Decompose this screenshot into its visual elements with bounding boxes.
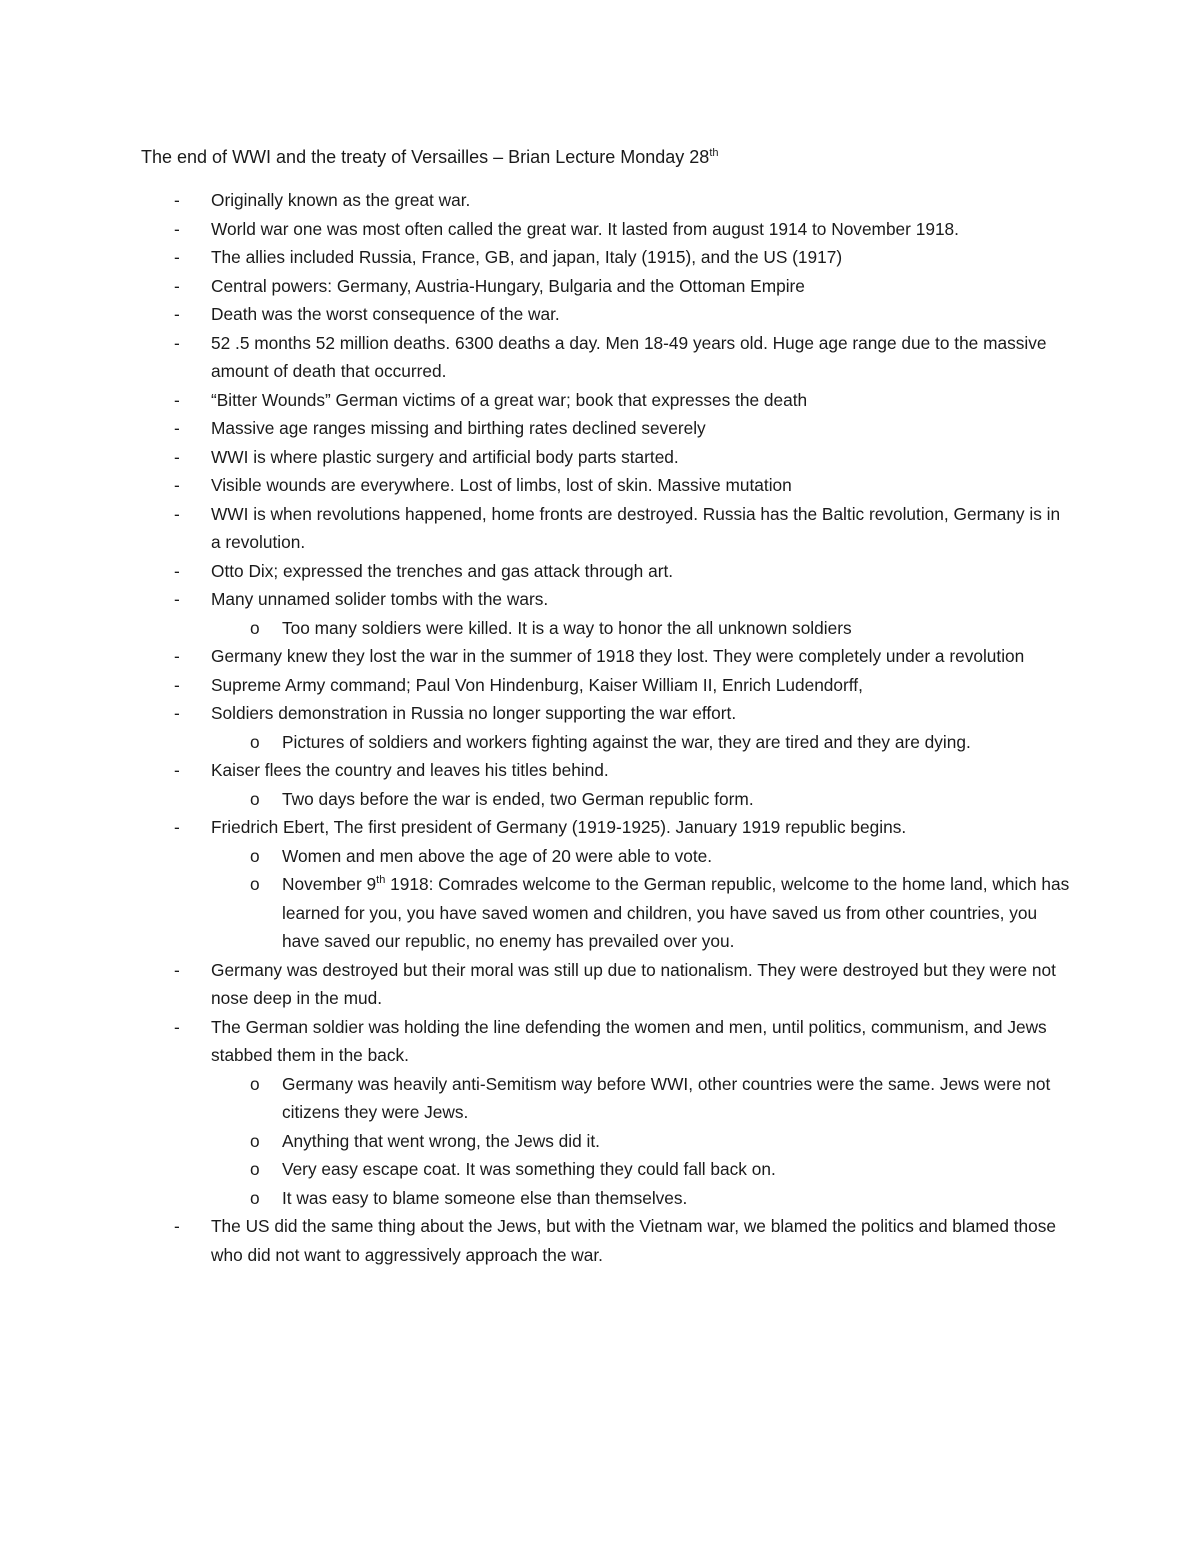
- list-item: [141, 699, 1071, 728]
- dash-bullet-marker: -: [174, 389, 180, 410]
- dash-bullet-marker: -: [174, 817, 180, 837]
- list-item-text: Central powers: Germany, Austria-Hungary, Bulgaria and the Ottoman Empire: [211, 275, 805, 296]
- list-item: [141, 1013, 1071, 1070]
- list-item-text-continued: 1918: Comrades welcome to the German republic, welcome to the home land, which has learned for you, you have saved women and children, you have saved us from other countries, you have saved our republic, no enemy has prevailed over you.: [282, 874, 1070, 951]
- list-item-text: Massive age ranges missing and birthing rates declined severely: [211, 418, 706, 438]
- list-item: [141, 585, 1071, 614]
- list-item-text: Originally known as the great war.: [211, 190, 471, 210]
- dash-bullet-marker: -: [174, 275, 180, 296]
- list-item-text: Kaiser flees the country and leaves his titles behind.: [211, 760, 609, 780]
- list-item-text: Anything that went wrong, the Jews did it.: [282, 1130, 600, 1151]
- dash-bullet-marker: -: [174, 1016, 180, 1037]
- dash-bullet-marker: -: [174, 646, 180, 666]
- sub-list-item: [141, 870, 1071, 956]
- list-item-text: World war one was most often called the great war. It lasted from august 1914 to November 1918.: [211, 218, 959, 239]
- list-item-text: 52 .5 months 52 million deaths. 6300 deaths a day. Men 18-49 years old. Huge age range due to the massive amount of death that occurred.: [211, 332, 1047, 381]
- list-item: [141, 329, 1071, 386]
- list-item-text: The German soldier was holding the line defending the women and men, until politics, communism, and Jews stabbed them in the back.: [211, 1016, 1047, 1065]
- list-item: [141, 1212, 1071, 1269]
- page-title-text: The end of WWI and the treaty of Versailles – Brian Lecture Monday 28: [141, 147, 710, 167]
- list-item-text: Germany knew they lost the war in the summer of 1918 they lost. They were completely under a revolution: [211, 646, 1025, 666]
- list-item-text: It was easy to blame someone else than themselves.: [282, 1187, 688, 1208]
- sub-list-item: [141, 1127, 1071, 1156]
- dash-bullet-marker: -: [174, 674, 180, 695]
- list-item-text: Too many soldiers were killed. It is a way to honor the all unknown soldiers: [282, 617, 852, 638]
- list-item-superscript: th: [376, 874, 386, 886]
- list-item: [141, 386, 1071, 415]
- list-item: [141, 500, 1071, 557]
- dash-bullet-marker: -: [174, 589, 180, 609]
- list-item-text: Germany was destroyed but their moral was still up due to nationalism. They were destroyed but they were not nose deep in the mud.: [211, 959, 1056, 1008]
- circle-bullet-marker: o: [250, 788, 260, 809]
- list-item-text: Friedrich Ebert, The first president of Germany (1919-1925). January 1919 republic begins.: [211, 817, 907, 837]
- dash-bullet-marker: -: [174, 503, 180, 524]
- list-item-text: Women and men above the age of 20 were able to vote.: [282, 845, 713, 866]
- list-item: [141, 557, 1071, 586]
- circle-bullet-marker: o: [250, 1130, 260, 1151]
- circle-bullet-marker: o: [250, 874, 260, 894]
- sub-list-item: [141, 614, 1071, 643]
- list-item: [141, 243, 1071, 272]
- list-item: [141, 642, 1071, 671]
- dash-bullet-marker: -: [174, 475, 180, 495]
- dash-bullet-marker: -: [174, 218, 180, 239]
- list-item: [141, 756, 1071, 785]
- list-item-text: Supreme Army command; Paul Von Hindenburg, Kaiser William II, Enrich Ludendorff,: [211, 674, 863, 695]
- list-item: [141, 215, 1071, 244]
- sub-list-item: [141, 1155, 1071, 1184]
- list-item: [141, 272, 1071, 301]
- page-title: [141, 143, 719, 171]
- dash-bullet-marker: -: [174, 418, 180, 438]
- list-item: [141, 414, 1071, 443]
- list-item-text: Two days before the war is ended, two German republic form.: [282, 788, 754, 809]
- dash-bullet-marker: -: [174, 247, 180, 267]
- list-item-text: Germany was heavily anti-Semitism way before WWI, other countries were the same. Jews were not citizens they were Jews.: [282, 1073, 1051, 1122]
- list-item-text: The allies included Russia, France, GB, and japan, Italy (1915), and the US (1917): [211, 247, 843, 267]
- dash-bullet-marker: -: [174, 332, 180, 353]
- list-item: [141, 186, 1071, 215]
- list-item-text: Soldiers demonstration in Russia no longer supporting the war effort.: [211, 703, 737, 723]
- list-item-text: Death was the worst consequence of the war.: [211, 304, 560, 324]
- list-item-text: Pictures of soldiers and workers fighting against the war, they are tired and they are dying.: [282, 731, 971, 752]
- sub-list-item: [141, 1070, 1071, 1127]
- circle-bullet-marker: o: [250, 1073, 260, 1094]
- list-item-text: Visible wounds are everywhere. Lost of limbs, lost of skin. Massive mutation: [211, 475, 792, 495]
- dash-bullet-marker: -: [174, 1216, 180, 1236]
- dash-bullet-marker: -: [174, 760, 180, 780]
- list-item-text: WWI is where plastic surgery and artificial body parts started.: [211, 446, 679, 467]
- dash-bullet-marker: -: [174, 560, 180, 581]
- sub-list-item: [141, 1184, 1071, 1213]
- list-item: [141, 471, 1071, 500]
- list-item-text: The US did the same thing about the Jews, but with the Vietnam war, we blamed the politics and blamed those who did not want to aggressively approach the war.: [211, 1216, 1057, 1265]
- list-item-text: Very easy escape coat. It was something they could fall back on.: [282, 1159, 776, 1179]
- circle-bullet-marker: o: [250, 1187, 260, 1208]
- circle-bullet-marker: o: [250, 845, 260, 866]
- sub-list-item: [141, 785, 1071, 814]
- list-item-text: Otto Dix; expressed the trenches and gas attack through art.: [211, 560, 674, 581]
- list-item-text: “Bitter Wounds” German victims of a great war; book that expresses the death: [211, 389, 808, 410]
- list-item: [141, 956, 1071, 1013]
- list-item-text: WWI is when revolutions happened, home fronts are destroyed. Russia has the Baltic revolution, Germany is in a revolution.: [211, 503, 1061, 552]
- list-item: [141, 300, 1071, 329]
- page-title-superscript: th: [709, 147, 719, 159]
- dash-bullet-marker: -: [174, 446, 180, 467]
- dash-bullet-marker: -: [174, 703, 180, 723]
- dash-bullet-marker: -: [174, 304, 180, 324]
- list-item: [141, 443, 1071, 472]
- dash-bullet-marker: -: [174, 190, 180, 210]
- list-item-text: Many unnamed solider tombs with the wars.: [211, 589, 549, 609]
- sub-list-item: [141, 728, 1071, 757]
- list-item: [141, 671, 1071, 700]
- sub-list-item: [141, 842, 1071, 871]
- circle-bullet-marker: o: [250, 617, 260, 638]
- circle-bullet-marker: o: [250, 1159, 260, 1179]
- dash-bullet-marker: -: [174, 959, 180, 980]
- lecture-notes-list: [141, 186, 1071, 1269]
- list-item: [141, 813, 1071, 842]
- circle-bullet-marker: o: [250, 731, 260, 752]
- list-item-text: November 9: [282, 874, 377, 894]
